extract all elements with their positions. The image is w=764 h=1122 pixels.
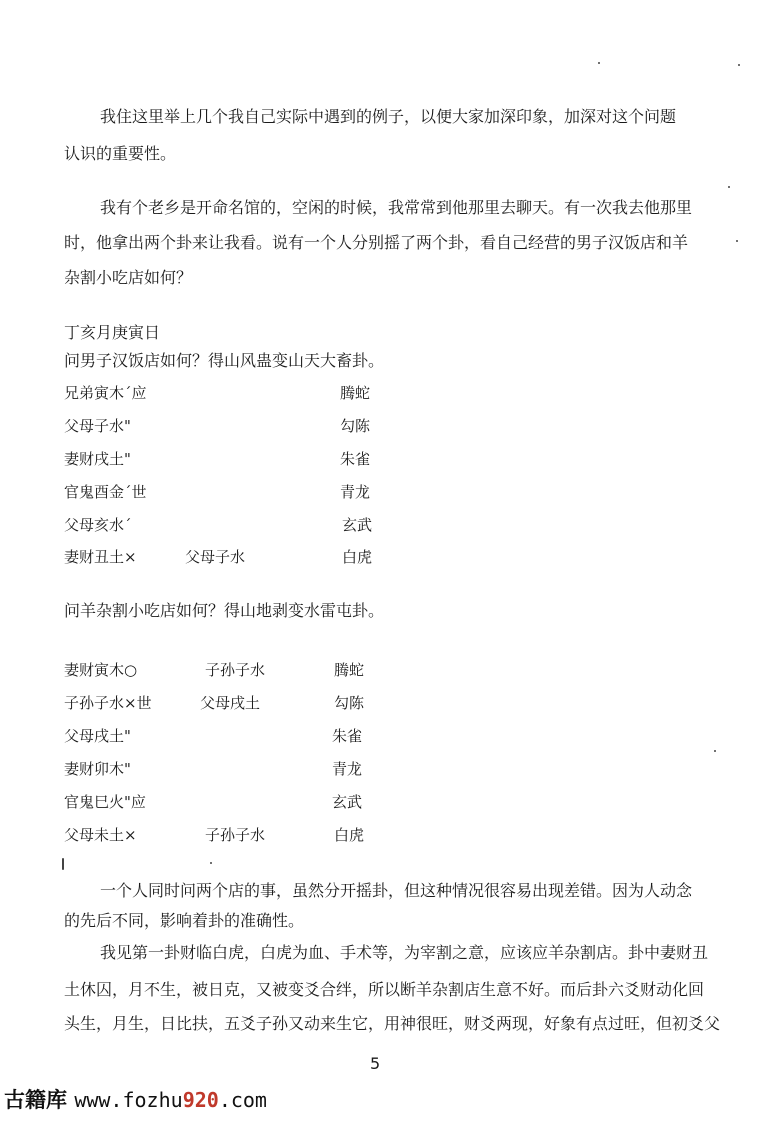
hex-line: 父母亥水´: [64, 516, 132, 534]
hex-changed-line: 子孙子水: [205, 661, 266, 679]
hex-line: 兄弟寅木´应: [64, 384, 147, 402]
paragraph-line: 我有个老乡是开命名馆的，空闲的时候，我常常到他那里去聊天。有一次我去他那里: [100, 198, 693, 217]
hex-line: 妻财戌土": [64, 450, 131, 468]
hex-spirit: 朱雀: [332, 727, 363, 745]
paragraph-line: 一个人同时问两个店的事，虽然分开摇卦，但这种情况很容易出现差错。因为人动念: [100, 881, 693, 900]
paragraph-line: 我住这里举上几个我自己实际中遇到的例子，以便大家加深印象，加深对这个问题: [100, 107, 677, 126]
paragraph-line: 的先后不同，影响着卦的准确性。: [64, 911, 305, 930]
paragraph-line: 土休囚，月不生，被日克，又被变爻合绊，所以断羊杂割店生意不好。而后卦六爻财动化回: [64, 980, 705, 999]
paragraph-line: 头生，月生，日比扶，五爻子孙又动来生它，用神很旺，财爻两现，好象有点过旺，但初爻父: [64, 1014, 721, 1033]
paragraph-line: 我见第一卦财临白虎，白虎为血、手术等，为宰割之意，应该应羊杂割店。卦中妻财丑: [100, 943, 709, 962]
scan-speck: [714, 750, 716, 752]
paragraph-line: 时，他拿出两个卦来让我看。说有一个人分别摇了两个卦，看自己经营的男子汉饭店和羊: [64, 233, 689, 252]
watermark-site: 古籍库: [4, 1088, 67, 1112]
hex-changed-line: 父母子水: [185, 548, 246, 566]
scan-speck: [598, 62, 600, 64]
hex-line: 官鬼酉金´世: [64, 483, 147, 501]
question-1: 问男子汉饭店如何？得山风蛊变山天大畜卦。: [64, 351, 385, 370]
hex-spirit: 青龙: [340, 483, 371, 501]
hex-line: 父母子水": [64, 417, 131, 435]
hex-spirit: 青龙: [332, 760, 363, 778]
hex-line: 妻财寅木○: [64, 661, 138, 679]
watermark-url-suffix: .com: [218, 1088, 267, 1112]
question-2: 问羊杂割小吃店如何？得山地剥变水雷屯卦。: [64, 601, 385, 620]
hex-line: 子孙子水×世: [64, 694, 152, 712]
scan-speck: [62, 858, 64, 870]
hex-spirit: 腾蛇: [340, 384, 371, 402]
scan-speck: [728, 186, 730, 188]
hex-spirit: 朱雀: [340, 450, 371, 468]
paragraph-line: 杂割小吃店如何？: [64, 268, 193, 287]
hex-spirit: 玄武: [332, 793, 363, 811]
paragraph-line: 认识的重要性。: [64, 144, 177, 163]
hex-spirit: 玄武: [342, 516, 373, 534]
hex-spirit: 白虎: [342, 548, 373, 566]
scan-speck: [210, 862, 212, 864]
scan-speck: [738, 64, 740, 66]
hex-spirit: 腾蛇: [334, 661, 365, 679]
hex-spirit: 白虎: [334, 826, 365, 844]
date-line: 丁亥月庚寅日: [64, 323, 161, 342]
hex-spirit: 勾陈: [334, 694, 365, 712]
scan-speck: [736, 240, 738, 242]
hex-line: 官鬼巳火"应: [64, 793, 146, 811]
hex-changed-line: 子孙子水: [205, 826, 266, 844]
watermark-url-number: 920: [182, 1088, 219, 1112]
hex-line: 妻财丑土×: [64, 548, 137, 566]
watermark-url-prefix: www.fozhu: [74, 1088, 183, 1112]
hex-spirit: 勾陈: [340, 417, 371, 435]
watermark: [4, 1084, 267, 1114]
hex-line: 妻财卯木": [64, 760, 131, 778]
hex-line: 父母戌土": [64, 727, 131, 745]
hex-changed-line: 父母戌土: [200, 694, 261, 712]
page-number: 5: [370, 1054, 381, 1073]
hex-line: 父母未土×: [64, 826, 137, 844]
